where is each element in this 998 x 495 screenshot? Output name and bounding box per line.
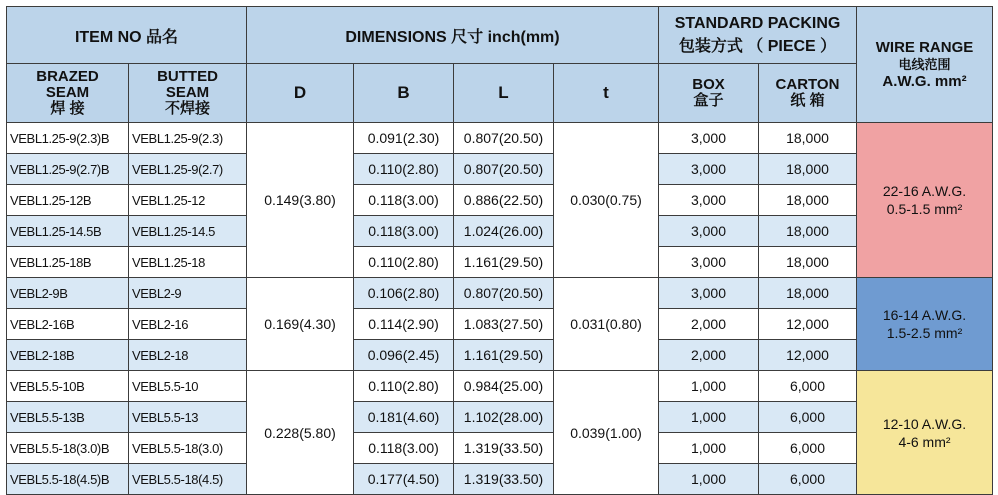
brazed-line3: 焊 接 [50, 100, 85, 117]
butted-item-cell: VEBL2-16 [129, 309, 247, 340]
b-value-cell: 0.110(2.80) [354, 154, 454, 185]
box-header [659, 64, 759, 123]
brazed-item-cell: VEBL5.5-10B [7, 371, 129, 402]
l-value-cell: 1.083(27.50) [454, 309, 554, 340]
butted-item-cell: VEBL1.25-9(2.7) [129, 154, 247, 185]
b-value-cell: 0.118(3.00) [354, 216, 454, 247]
t-value-cell: 0.039(1.00) [554, 371, 659, 495]
box-value-cell: 3,000 [659, 123, 759, 154]
butted-line3: 不焊接 [164, 100, 210, 117]
butted-item-cell: VEBL5.5-18(3.0) [129, 433, 247, 464]
table-row [7, 371, 993, 402]
brazed-line1: BRAZED [36, 68, 99, 85]
l-header: L [454, 64, 554, 123]
b-value-cell: 0.096(2.45) [354, 340, 454, 371]
wire-header-line3: A.W.G. mm² [882, 73, 967, 90]
box-value-cell: 1,000 [659, 433, 759, 464]
butted-seam-header [129, 64, 247, 123]
table-row [7, 247, 993, 278]
brazed-seam-header [7, 64, 129, 123]
wire-header-line2: 电线范围 [898, 57, 951, 72]
b-value-cell: 0.181(4.60) [354, 402, 454, 433]
box-value-cell: 3,000 [659, 278, 759, 309]
table-row [7, 154, 993, 185]
box-value-cell: 3,000 [659, 185, 759, 216]
brazed-item-cell: VEBL1.25-12B [7, 185, 129, 216]
carton-value-cell: 6,000 [759, 464, 857, 495]
brazed-line2: SEAM [45, 84, 90, 101]
box-value-cell: 2,000 [659, 340, 759, 371]
b-value-cell: 0.110(2.80) [354, 371, 454, 402]
carton-value-cell: 18,000 [759, 123, 857, 154]
butted-item-cell: VEBL5.5-10 [129, 371, 247, 402]
carton-value-cell: 6,000 [759, 402, 857, 433]
box-line2: 盒子 [693, 92, 724, 109]
wire-range-cell [857, 371, 993, 495]
t-header: t [554, 64, 659, 123]
wire-range-cell [857, 123, 993, 278]
butted-item-cell: VEBL1.25-9(2.3) [129, 123, 247, 154]
box-value-cell: 1,000 [659, 371, 759, 402]
carton-value-cell: 18,000 [759, 247, 857, 278]
carton-value-cell: 12,000 [759, 309, 857, 340]
carton-value-cell: 18,000 [759, 154, 857, 185]
range-awg: 16-14 A.W.G. [882, 307, 967, 323]
butted-item-cell: VEBL1.25-18 [129, 247, 247, 278]
box-line1: BOX [692, 76, 725, 93]
l-value-cell: 1.319(33.50) [454, 433, 554, 464]
b-value-cell: 0.110(2.80) [354, 247, 454, 278]
table-row [7, 433, 993, 464]
carton-value-cell: 12,000 [759, 340, 857, 371]
table-row [7, 464, 993, 495]
l-value-cell: 0.807(20.50) [454, 154, 554, 185]
range-awg: 22-16 A.W.G. [882, 183, 967, 199]
d-value-cell: 0.149(3.80) [247, 123, 354, 278]
b-value-cell: 0.106(2.80) [354, 278, 454, 309]
table-row [7, 278, 993, 309]
l-value-cell: 1.161(29.50) [454, 247, 554, 278]
l-value-cell: 1.024(26.00) [454, 216, 554, 247]
l-value-cell: 0.807(20.50) [454, 278, 554, 309]
butted-item-cell: VEBL5.5-13 [129, 402, 247, 433]
table-row [7, 123, 993, 154]
l-value-cell: 1.102(28.00) [454, 402, 554, 433]
b-value-cell: 0.177(4.50) [354, 464, 454, 495]
table-row [7, 340, 993, 371]
t-value-cell: 0.030(0.75) [554, 123, 659, 278]
dimensions-header: DIMENSIONS 尺寸 inch(mm) [247, 7, 659, 64]
b-value-cell: 0.118(3.00) [354, 433, 454, 464]
butted-item-cell: VEBL1.25-12 [129, 185, 247, 216]
wire-range-cell [857, 278, 993, 371]
butted-item-cell: VEBL2-18 [129, 340, 247, 371]
carton-value-cell: 6,000 [759, 433, 857, 464]
l-value-cell: 1.161(29.50) [454, 340, 554, 371]
item-no-header: ITEM NO 品名 [7, 7, 247, 64]
carton-value-cell: 18,000 [759, 185, 857, 216]
carton-value-cell: 18,000 [759, 216, 857, 247]
brazed-item-cell: VEBL1.25-18B [7, 247, 129, 278]
b-value-cell: 0.091(2.30) [354, 123, 454, 154]
l-value-cell: 0.984(25.00) [454, 371, 554, 402]
brazed-item-cell: VEBL1.25-9(2.7)B [7, 154, 129, 185]
b-value-cell: 0.118(3.00) [354, 185, 454, 216]
b-header: B [354, 64, 454, 123]
product-spec-table [6, 6, 993, 495]
standard-packing-header [659, 7, 857, 64]
table-row [7, 185, 993, 216]
box-value-cell: 1,000 [659, 464, 759, 495]
table-row [7, 402, 993, 433]
carton-value-cell: 18,000 [759, 278, 857, 309]
carton-value-cell: 6,000 [759, 371, 857, 402]
t-value-cell: 0.031(0.80) [554, 278, 659, 371]
brazed-item-cell: VEBL1.25-9(2.3)B [7, 123, 129, 154]
brazed-item-cell: VEBL1.25-14.5B [7, 216, 129, 247]
range-awg: 12-10 A.W.G. [882, 415, 967, 432]
carton-line1: CARTON [775, 76, 840, 93]
box-value-cell: 2,000 [659, 309, 759, 340]
packing-header-line2: 包装方式 （ PIECE ） [678, 37, 837, 55]
brazed-item-cell: VEBL5.5-18(4.5)B [7, 464, 129, 495]
header-row-sub [7, 64, 993, 123]
range-mm: 0.5-1.5 mm² [886, 201, 963, 217]
packing-header-line1: STANDARD PACKING [674, 14, 841, 32]
brazed-item-cell: VEBL2-9B [7, 278, 129, 309]
d-header: D [247, 64, 354, 123]
wire-header-line1: WIRE RANGE [875, 39, 974, 56]
butted-item-cell: VEBL1.25-14.5 [129, 216, 247, 247]
product-spec-table-container [6, 6, 992, 487]
table-row [7, 309, 993, 340]
wire-range-header [857, 7, 993, 123]
box-value-cell: 3,000 [659, 247, 759, 278]
brazed-item-cell: VEBL2-18B [7, 340, 129, 371]
butted-item-cell: VEBL5.5-18(4.5) [129, 464, 247, 495]
carton-header [759, 64, 857, 123]
brazed-item-cell: VEBL5.5-13B [7, 402, 129, 433]
range-mm: 1.5-2.5 mm² [886, 325, 963, 341]
butted-line1: BUTTED [157, 68, 218, 85]
butted-line2: SEAM [165, 84, 210, 101]
l-value-cell: 0.886(22.50) [454, 185, 554, 216]
brazed-item-cell: VEBL2-16B [7, 309, 129, 340]
range-mm: 4-6 mm² [898, 433, 951, 450]
box-value-cell: 3,000 [659, 216, 759, 247]
d-value-cell: 0.169(4.30) [247, 278, 354, 371]
box-value-cell: 1,000 [659, 402, 759, 433]
brazed-item-cell: VEBL5.5-18(3.0)B [7, 433, 129, 464]
l-value-cell: 1.319(33.50) [454, 464, 554, 495]
d-value-cell: 0.228(5.80) [247, 371, 354, 495]
b-value-cell: 0.114(2.90) [354, 309, 454, 340]
carton-line2: 纸 箱 [790, 92, 825, 109]
box-value-cell: 3,000 [659, 154, 759, 185]
butted-item-cell: VEBL2-9 [129, 278, 247, 309]
header-row-top [7, 7, 993, 64]
table-row [7, 216, 993, 247]
l-value-cell: 0.807(20.50) [454, 123, 554, 154]
